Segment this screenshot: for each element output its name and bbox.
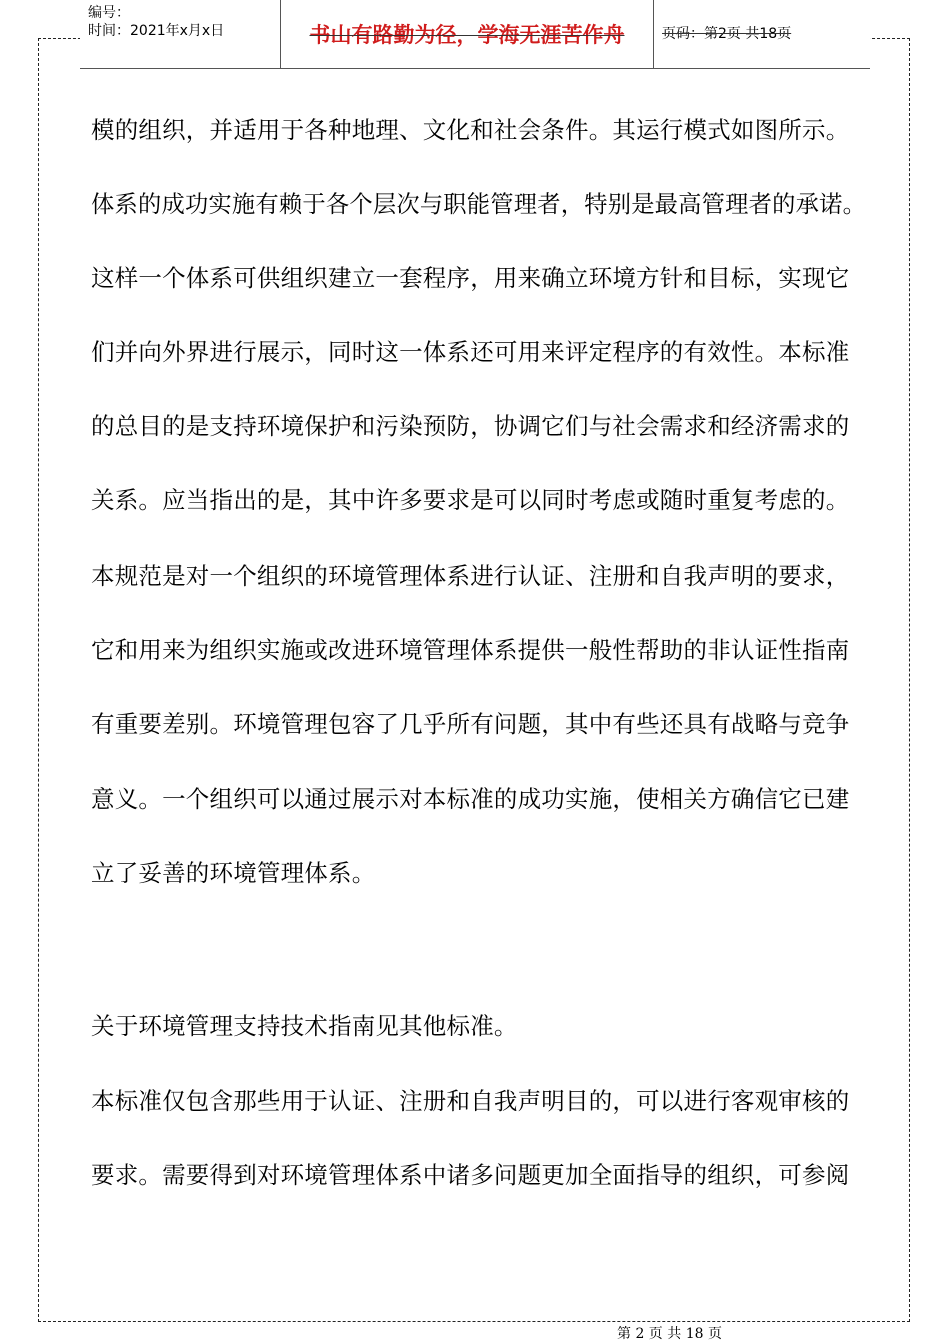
body-line: 本规范是对一个组织的环境管理体系进行认证、注册和自我声明的要求， xyxy=(91,562,850,590)
header-page-cell xyxy=(654,0,870,68)
document-number-label: 编号： xyxy=(88,5,130,21)
body-line: 关于环境管理支持技术指南见其他标准。 xyxy=(91,1012,518,1040)
body-line: 有重要差别。环境管理包容了几乎所有问题，其中有些还具有战略与竞争 xyxy=(91,710,850,738)
body-line: 模的组织，并适用于各种地理、文化和社会条件。其运行模式如图所示。 xyxy=(91,116,850,144)
header-motto: 书山有路勤为径，学海无涯苦作舟 xyxy=(309,23,625,47)
body-line: 本标准仅包含那些用于认证、注册和自我声明目的，可以进行客观审核的 xyxy=(91,1087,850,1115)
body-line: 这样一个体系可供组织建立一套程序，用来确立环境方针和目标，实现它 xyxy=(91,264,850,292)
body-line: 立了妥善的环境管理体系。 xyxy=(91,859,376,887)
document-time-label: 时间：2021年x月x日 xyxy=(88,23,225,39)
page-header xyxy=(80,0,870,69)
header-motto-cell xyxy=(281,0,654,68)
body-line: 它和用来为组织实施或改进环境管理体系提供一般性帮助的非认证性指南 xyxy=(91,636,850,664)
header-meta-cell xyxy=(80,0,281,68)
page-border xyxy=(38,38,910,1322)
header-page-info: 页码：第2页 共18页 xyxy=(662,26,792,42)
body-line: 的总目的是支持环境保护和污染预防，协调它们与社会需求和经济需求的 xyxy=(91,412,850,440)
body-line: 体系的成功实施有赖于各个层次与职能管理者，特别是最高管理者的承诺。 xyxy=(91,190,867,218)
body-line: 意义。一个组织可以通过展示对本标准的成功实施，使相关方确信它已建 xyxy=(91,785,850,813)
page-footer-number: 第 2 页 共 18 页 xyxy=(617,1326,722,1342)
body-line: 要求。需要得到对环境管理体系中诸多问题更加全面指导的组织，可参阅 xyxy=(91,1161,850,1189)
body-line: 们并向外界进行展示，同时这一体系还可用来评定程序的有效性。本标准 xyxy=(91,338,850,366)
body-line: 关系。应当指出的是，其中许多要求是可以同时考虑或随时重复考虑的。 xyxy=(91,486,850,514)
